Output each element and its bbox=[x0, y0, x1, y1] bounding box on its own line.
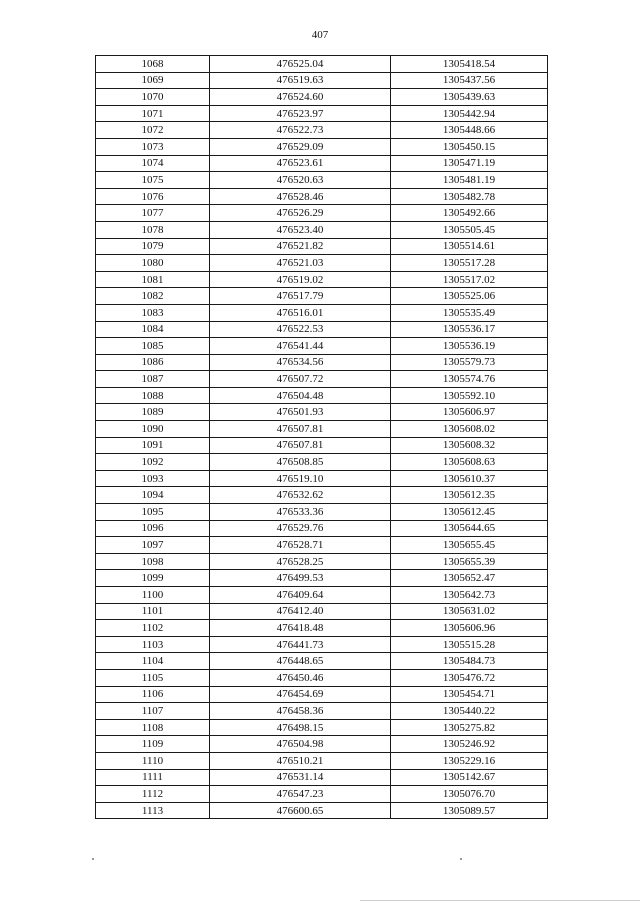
table-row bbox=[96, 719, 548, 736]
x-coordinate-cell: 476450.46 bbox=[210, 669, 391, 686]
x-coordinate-cell: 476529.76 bbox=[210, 520, 391, 537]
point-number-cell: 1106 bbox=[96, 686, 210, 703]
x-coordinate-cell: 476523.40 bbox=[210, 221, 391, 238]
point-number-cell: 1099 bbox=[96, 570, 210, 587]
point-number-cell: 1073 bbox=[96, 138, 210, 155]
y-coordinate-cell: 1305089.57 bbox=[391, 802, 548, 819]
y-coordinate-cell: 1305229.16 bbox=[391, 752, 548, 769]
x-coordinate-cell: 476533.36 bbox=[210, 504, 391, 521]
y-coordinate-cell: 1305608.63 bbox=[391, 454, 548, 471]
x-coordinate-cell: 476507.72 bbox=[210, 371, 391, 388]
table-row bbox=[96, 188, 548, 205]
table-row bbox=[96, 371, 548, 388]
y-coordinate-cell: 1305275.82 bbox=[391, 719, 548, 736]
table-row bbox=[96, 620, 548, 637]
table-row bbox=[96, 338, 548, 355]
point-number-cell: 1100 bbox=[96, 587, 210, 604]
page-number: 407 bbox=[311, 29, 329, 41]
y-coordinate-cell: 1305612.35 bbox=[391, 487, 548, 504]
y-coordinate-cell: 1305536.17 bbox=[391, 321, 548, 338]
y-coordinate-cell: 1305442.94 bbox=[391, 105, 548, 122]
x-coordinate-cell: 476526.29 bbox=[210, 205, 391, 222]
x-coordinate-cell: 476409.64 bbox=[210, 587, 391, 604]
x-coordinate-cell: 476541.44 bbox=[210, 338, 391, 355]
x-coordinate-cell: 476525.04 bbox=[210, 56, 391, 73]
table-row bbox=[96, 470, 548, 487]
x-coordinate-cell: 476412.40 bbox=[210, 603, 391, 620]
x-coordinate-cell: 476516.01 bbox=[210, 304, 391, 321]
table-row bbox=[96, 221, 548, 238]
y-coordinate-cell: 1305492.66 bbox=[391, 205, 548, 222]
y-coordinate-cell: 1305535.49 bbox=[391, 304, 548, 321]
table-row bbox=[96, 172, 548, 189]
table-row bbox=[96, 437, 548, 454]
table-row bbox=[96, 155, 548, 172]
point-number-cell: 1087 bbox=[96, 371, 210, 388]
x-coordinate-cell: 476523.97 bbox=[210, 105, 391, 122]
y-coordinate-cell: 1305450.15 bbox=[391, 138, 548, 155]
point-number-cell: 1112 bbox=[96, 786, 210, 803]
table-row bbox=[96, 89, 548, 106]
point-number-cell: 1086 bbox=[96, 354, 210, 371]
y-coordinate-cell: 1305076.70 bbox=[391, 786, 548, 803]
y-coordinate-cell: 1305608.32 bbox=[391, 437, 548, 454]
scan-speck bbox=[460, 858, 462, 860]
y-coordinate-cell: 1305437.56 bbox=[391, 72, 548, 89]
y-coordinate-cell: 1305514.61 bbox=[391, 238, 548, 255]
y-coordinate-cell: 1305612.45 bbox=[391, 504, 548, 521]
x-coordinate-cell: 476507.81 bbox=[210, 437, 391, 454]
y-coordinate-cell: 1305454.71 bbox=[391, 686, 548, 703]
point-number-cell: 1096 bbox=[96, 520, 210, 537]
y-coordinate-cell: 1305574.76 bbox=[391, 371, 548, 388]
point-number-cell: 1077 bbox=[96, 205, 210, 222]
point-number-cell: 1069 bbox=[96, 72, 210, 89]
table-row bbox=[96, 686, 548, 703]
y-coordinate-cell: 1305525.06 bbox=[391, 288, 548, 305]
point-number-cell: 1093 bbox=[96, 470, 210, 487]
point-number-cell: 1083 bbox=[96, 304, 210, 321]
point-number-cell: 1072 bbox=[96, 122, 210, 139]
table-row bbox=[96, 653, 548, 670]
point-number-cell: 1079 bbox=[96, 238, 210, 255]
table-row bbox=[96, 736, 548, 753]
point-number-cell: 1071 bbox=[96, 105, 210, 122]
point-number-cell: 1068 bbox=[96, 56, 210, 73]
point-number-cell: 1103 bbox=[96, 636, 210, 653]
y-coordinate-cell: 1305440.22 bbox=[391, 703, 548, 720]
table-row bbox=[96, 636, 548, 653]
x-coordinate-cell: 476519.63 bbox=[210, 72, 391, 89]
y-coordinate-cell: 1305505.45 bbox=[391, 221, 548, 238]
scan-edge-line bbox=[360, 900, 640, 901]
y-coordinate-cell: 1305471.19 bbox=[391, 155, 548, 172]
table-row bbox=[96, 487, 548, 504]
point-number-cell: 1098 bbox=[96, 553, 210, 570]
x-coordinate-cell: 476507.81 bbox=[210, 421, 391, 438]
x-coordinate-cell: 476517.79 bbox=[210, 288, 391, 305]
table-row bbox=[96, 520, 548, 537]
x-coordinate-cell: 476458.36 bbox=[210, 703, 391, 720]
y-coordinate-cell: 1305476.72 bbox=[391, 669, 548, 686]
point-number-cell: 1090 bbox=[96, 421, 210, 438]
y-coordinate-cell: 1305652.47 bbox=[391, 570, 548, 587]
x-coordinate-cell: 476532.62 bbox=[210, 487, 391, 504]
table-row bbox=[96, 138, 548, 155]
table-row bbox=[96, 72, 548, 89]
table-row bbox=[96, 504, 548, 521]
point-number-cell: 1109 bbox=[96, 736, 210, 753]
x-coordinate-cell: 476508.85 bbox=[210, 454, 391, 471]
table-row bbox=[96, 288, 548, 305]
y-coordinate-cell: 1305484.73 bbox=[391, 653, 548, 670]
point-number-cell: 1078 bbox=[96, 221, 210, 238]
point-number-cell: 1091 bbox=[96, 437, 210, 454]
table-row bbox=[96, 238, 548, 255]
point-number-cell: 1107 bbox=[96, 703, 210, 720]
x-coordinate-cell: 476522.53 bbox=[210, 321, 391, 338]
point-number-cell: 1088 bbox=[96, 387, 210, 404]
x-coordinate-cell: 476528.46 bbox=[210, 188, 391, 205]
coordinates-table bbox=[95, 55, 548, 819]
point-number-cell: 1111 bbox=[96, 769, 210, 786]
y-coordinate-cell: 1305515.28 bbox=[391, 636, 548, 653]
x-coordinate-cell: 476441.73 bbox=[210, 636, 391, 653]
table-row bbox=[96, 802, 548, 819]
table-row bbox=[96, 537, 548, 554]
x-coordinate-cell: 476504.98 bbox=[210, 736, 391, 753]
point-number-cell: 1075 bbox=[96, 172, 210, 189]
point-number-cell: 1097 bbox=[96, 537, 210, 554]
y-coordinate-cell: 1305592.10 bbox=[391, 387, 548, 404]
table-row bbox=[96, 786, 548, 803]
x-coordinate-cell: 476522.73 bbox=[210, 122, 391, 139]
y-coordinate-cell: 1305448.66 bbox=[391, 122, 548, 139]
point-number-cell: 1095 bbox=[96, 504, 210, 521]
point-number-cell: 1105 bbox=[96, 669, 210, 686]
table-row bbox=[96, 205, 548, 222]
x-coordinate-cell: 476534.56 bbox=[210, 354, 391, 371]
x-coordinate-cell: 476520.63 bbox=[210, 172, 391, 189]
point-number-cell: 1104 bbox=[96, 653, 210, 670]
point-number-cell: 1108 bbox=[96, 719, 210, 736]
table-row bbox=[96, 570, 548, 587]
table-row bbox=[96, 454, 548, 471]
y-coordinate-cell: 1305439.63 bbox=[391, 89, 548, 106]
y-coordinate-cell: 1305142.67 bbox=[391, 769, 548, 786]
table-row bbox=[96, 105, 548, 122]
table-row bbox=[96, 404, 548, 421]
y-coordinate-cell: 1305536.19 bbox=[391, 338, 548, 355]
x-coordinate-cell: 476600.65 bbox=[210, 802, 391, 819]
y-coordinate-cell: 1305606.96 bbox=[391, 620, 548, 637]
y-coordinate-cell: 1305642.73 bbox=[391, 587, 548, 604]
point-number-cell: 1081 bbox=[96, 271, 210, 288]
point-number-cell: 1089 bbox=[96, 404, 210, 421]
point-number-cell: 1113 bbox=[96, 802, 210, 819]
scan-speck bbox=[92, 858, 94, 860]
y-coordinate-cell: 1305655.45 bbox=[391, 537, 548, 554]
y-coordinate-cell: 1305482.78 bbox=[391, 188, 548, 205]
point-number-cell: 1080 bbox=[96, 255, 210, 272]
table-row bbox=[96, 122, 548, 139]
y-coordinate-cell: 1305481.19 bbox=[391, 172, 548, 189]
table-row bbox=[96, 703, 548, 720]
y-coordinate-cell: 1305644.65 bbox=[391, 520, 548, 537]
x-coordinate-cell: 476523.61 bbox=[210, 155, 391, 172]
table-row bbox=[96, 587, 548, 604]
x-coordinate-cell: 476547.23 bbox=[210, 786, 391, 803]
x-coordinate-cell: 476529.09 bbox=[210, 138, 391, 155]
x-coordinate-cell: 476499.53 bbox=[210, 570, 391, 587]
y-coordinate-cell: 1305606.97 bbox=[391, 404, 548, 421]
y-coordinate-cell: 1305418.54 bbox=[391, 56, 548, 73]
x-coordinate-cell: 476528.71 bbox=[210, 537, 391, 554]
x-coordinate-cell: 476504.48 bbox=[210, 387, 391, 404]
point-number-cell: 1092 bbox=[96, 454, 210, 471]
table-row bbox=[96, 752, 548, 769]
point-number-cell: 1094 bbox=[96, 487, 210, 504]
point-number-cell: 1110 bbox=[96, 752, 210, 769]
table-row bbox=[96, 387, 548, 404]
x-coordinate-cell: 476528.25 bbox=[210, 553, 391, 570]
table-row bbox=[96, 553, 548, 570]
y-coordinate-cell: 1305579.73 bbox=[391, 354, 548, 371]
x-coordinate-cell: 476524.60 bbox=[210, 89, 391, 106]
y-coordinate-cell: 1305246.92 bbox=[391, 736, 548, 753]
table-row bbox=[96, 354, 548, 371]
table-row bbox=[96, 255, 548, 272]
y-coordinate-cell: 1305610.37 bbox=[391, 470, 548, 487]
table-row bbox=[96, 769, 548, 786]
x-coordinate-cell: 476521.82 bbox=[210, 238, 391, 255]
point-number-cell: 1074 bbox=[96, 155, 210, 172]
y-coordinate-cell: 1305608.02 bbox=[391, 421, 548, 438]
y-coordinate-cell: 1305631.02 bbox=[391, 603, 548, 620]
point-number-cell: 1082 bbox=[96, 288, 210, 305]
y-coordinate-cell: 1305655.39 bbox=[391, 553, 548, 570]
point-number-cell: 1085 bbox=[96, 338, 210, 355]
x-coordinate-cell: 476454.69 bbox=[210, 686, 391, 703]
point-number-cell: 1101 bbox=[96, 603, 210, 620]
coordinates-table-body bbox=[96, 56, 548, 819]
x-coordinate-cell: 476501.93 bbox=[210, 404, 391, 421]
y-coordinate-cell: 1305517.02 bbox=[391, 271, 548, 288]
table-row bbox=[96, 321, 548, 338]
table-row bbox=[96, 669, 548, 686]
y-coordinate-cell: 1305517.28 bbox=[391, 255, 548, 272]
table-row bbox=[96, 421, 548, 438]
x-coordinate-cell: 476519.02 bbox=[210, 271, 391, 288]
table-row bbox=[96, 271, 548, 288]
x-coordinate-cell: 476448.65 bbox=[210, 653, 391, 670]
point-number-cell: 1076 bbox=[96, 188, 210, 205]
table-row bbox=[96, 603, 548, 620]
x-coordinate-cell: 476498.15 bbox=[210, 719, 391, 736]
x-coordinate-cell: 476519.10 bbox=[210, 470, 391, 487]
x-coordinate-cell: 476531.14 bbox=[210, 769, 391, 786]
x-coordinate-cell: 476521.03 bbox=[210, 255, 391, 272]
x-coordinate-cell: 476510.21 bbox=[210, 752, 391, 769]
table-row bbox=[96, 56, 548, 73]
point-number-cell: 1102 bbox=[96, 620, 210, 637]
table-row bbox=[96, 304, 548, 321]
point-number-cell: 1070 bbox=[96, 89, 210, 106]
x-coordinate-cell: 476418.48 bbox=[210, 620, 391, 637]
point-number-cell: 1084 bbox=[96, 321, 210, 338]
